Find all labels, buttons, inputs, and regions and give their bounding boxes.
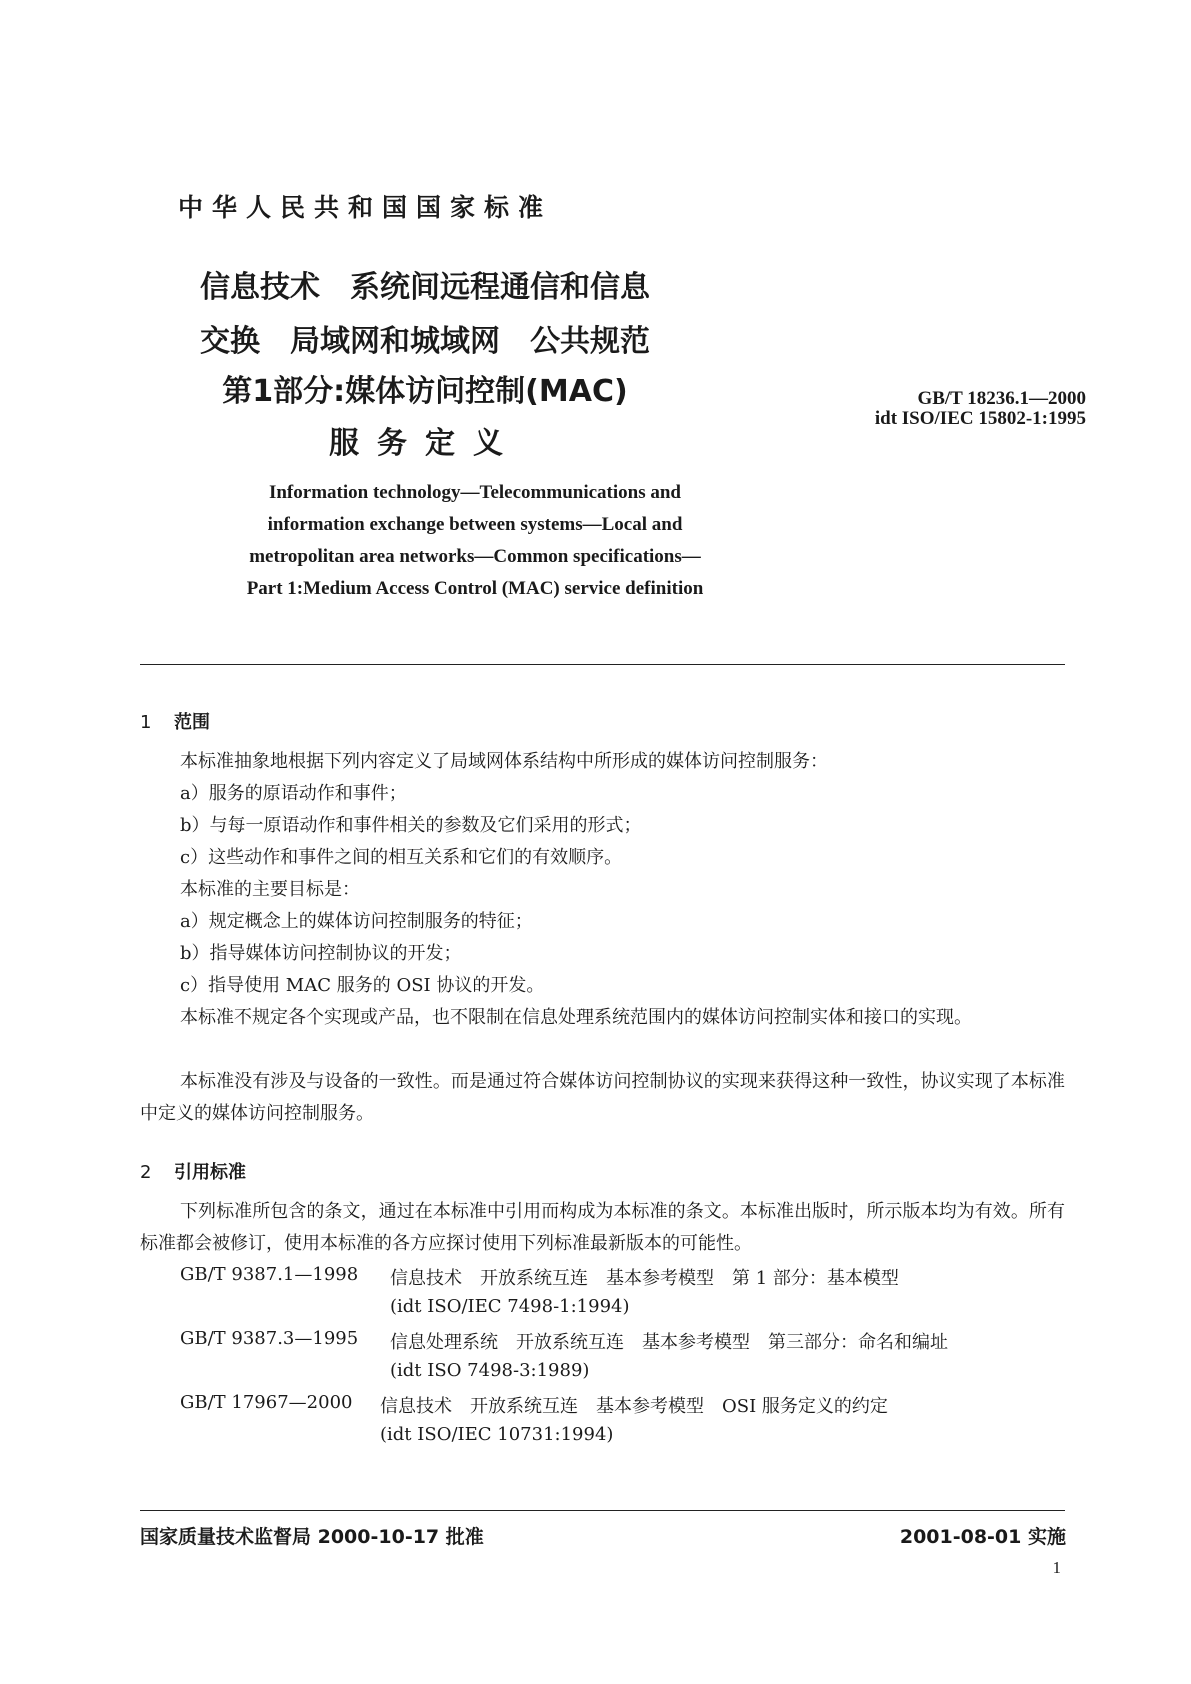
section-1-heading (140, 708, 210, 734)
objective-item-a: a）规定概念上的媒体访问控制服务的特征； (180, 911, 533, 932)
objective-item-c: c）指导使用 MAC 服务的 OSI 协议的开发。 (180, 975, 545, 996)
normative-references-intro: 下列标准所包含的条文，通过在本标准中引用而构成为本标准的条文。本标准出版时，所示版本均为有效。所有标准都会被修订，使用本标准的各方应探讨使用下列标准最新版本的可能性。 (140, 1201, 1065, 1254)
english-title-line-2: information exchange between systems—Local and (267, 514, 683, 535)
scope-item-c: c）这些动作和事件之间的相互关系和它们的有效顺序。 (180, 847, 623, 868)
implementation-line: 2001-08-01 实施 (899, 1526, 1066, 1548)
objective-item-b: b）指导媒体访问控制协议的开发； (180, 943, 462, 964)
conformance-paragraph: 本标准没有涉及与设备的一致性。而是通过符合媒体访问控制协议的实现来获得这种一致性，协议实现了本标准中定义的媒体访问控制服务。 (140, 1071, 1065, 1124)
objectives-label: 本标准的主要目标是： (180, 879, 360, 900)
section-1-title: 范围 (174, 712, 210, 733)
english-title-line-4: Part 1:Medium Access Control (MAC) service definition (246, 578, 704, 599)
english-title-line-1: Information technology—Telecommunications and (268, 482, 682, 503)
page-number: 1 (1052, 1558, 1061, 1577)
section-1-number: 1 (140, 712, 152, 733)
national-standard-heading: 中华人民共和国国家标准 (177, 193, 552, 222)
scope-paragraph: 本标准不规定各个实现或产品，也不限制在信息处理系统范围内的媒体访问控制实体和接口的实现。 (180, 1007, 972, 1028)
reference-title: 信息技术 开放系统互连 基本参考模型 第 1 部分：基本模型 (390, 1268, 899, 1289)
chinese-title-line-2: 交换 局域网和城域网 公共规范 (200, 324, 650, 359)
section-2-number: 2 (140, 1162, 152, 1183)
approval-line: 国家质量技术监督局 2000-10-17 批准 (140, 1526, 484, 1548)
standard-idt: idt ISO/IEC 15802-1:1995 (874, 408, 1086, 429)
footer-divider (140, 1510, 1065, 1511)
reference-title: 信息技术 开放系统互连 基本参考模型 OSI 服务定义的约定 (380, 1396, 888, 1417)
reference-title: 信息处理系统 开放系统互连 基本参考模型 第三部分：命名和编址 (390, 1332, 948, 1353)
section-2-heading (140, 1158, 246, 1184)
reference-code: GB/T 9387.3—1995 (180, 1328, 359, 1349)
chinese-title-line-4: 服务定义 (329, 426, 521, 461)
reference-idt: (idt ISO 7498-3:1989) (390, 1360, 590, 1381)
reference-code: GB/T 17967—2000 (180, 1392, 353, 1413)
chinese-title-line-3: 第1部分:媒体访问控制(MAC) (222, 374, 628, 409)
header-divider (140, 664, 1065, 665)
reference-idt: (idt ISO/IEC 10731:1994) (380, 1424, 614, 1445)
reference-code: GB/T 9387.1—1998 (180, 1264, 359, 1285)
chinese-title-line-1: 信息技术 系统间远程通信和信息 (200, 270, 650, 305)
reference-idt: (idt ISO/IEC 7498-1:1994) (390, 1296, 630, 1317)
english-title-line-3: metropolitan area networks—Common specifications— (249, 546, 701, 567)
scope-item-b: b）与每一原语动作和事件相关的参数及它们采用的形式； (180, 815, 642, 836)
section-1-intro: 本标准抽象地根据下列内容定义了局域网体系结构中所形成的媒体访问控制服务： (180, 751, 828, 772)
section-2-title: 引用标准 (174, 1162, 246, 1183)
standard-number: GB/T 18236.1—2000 (917, 388, 1086, 409)
scope-item-a: a）服务的原语动作和事件； (180, 783, 407, 804)
